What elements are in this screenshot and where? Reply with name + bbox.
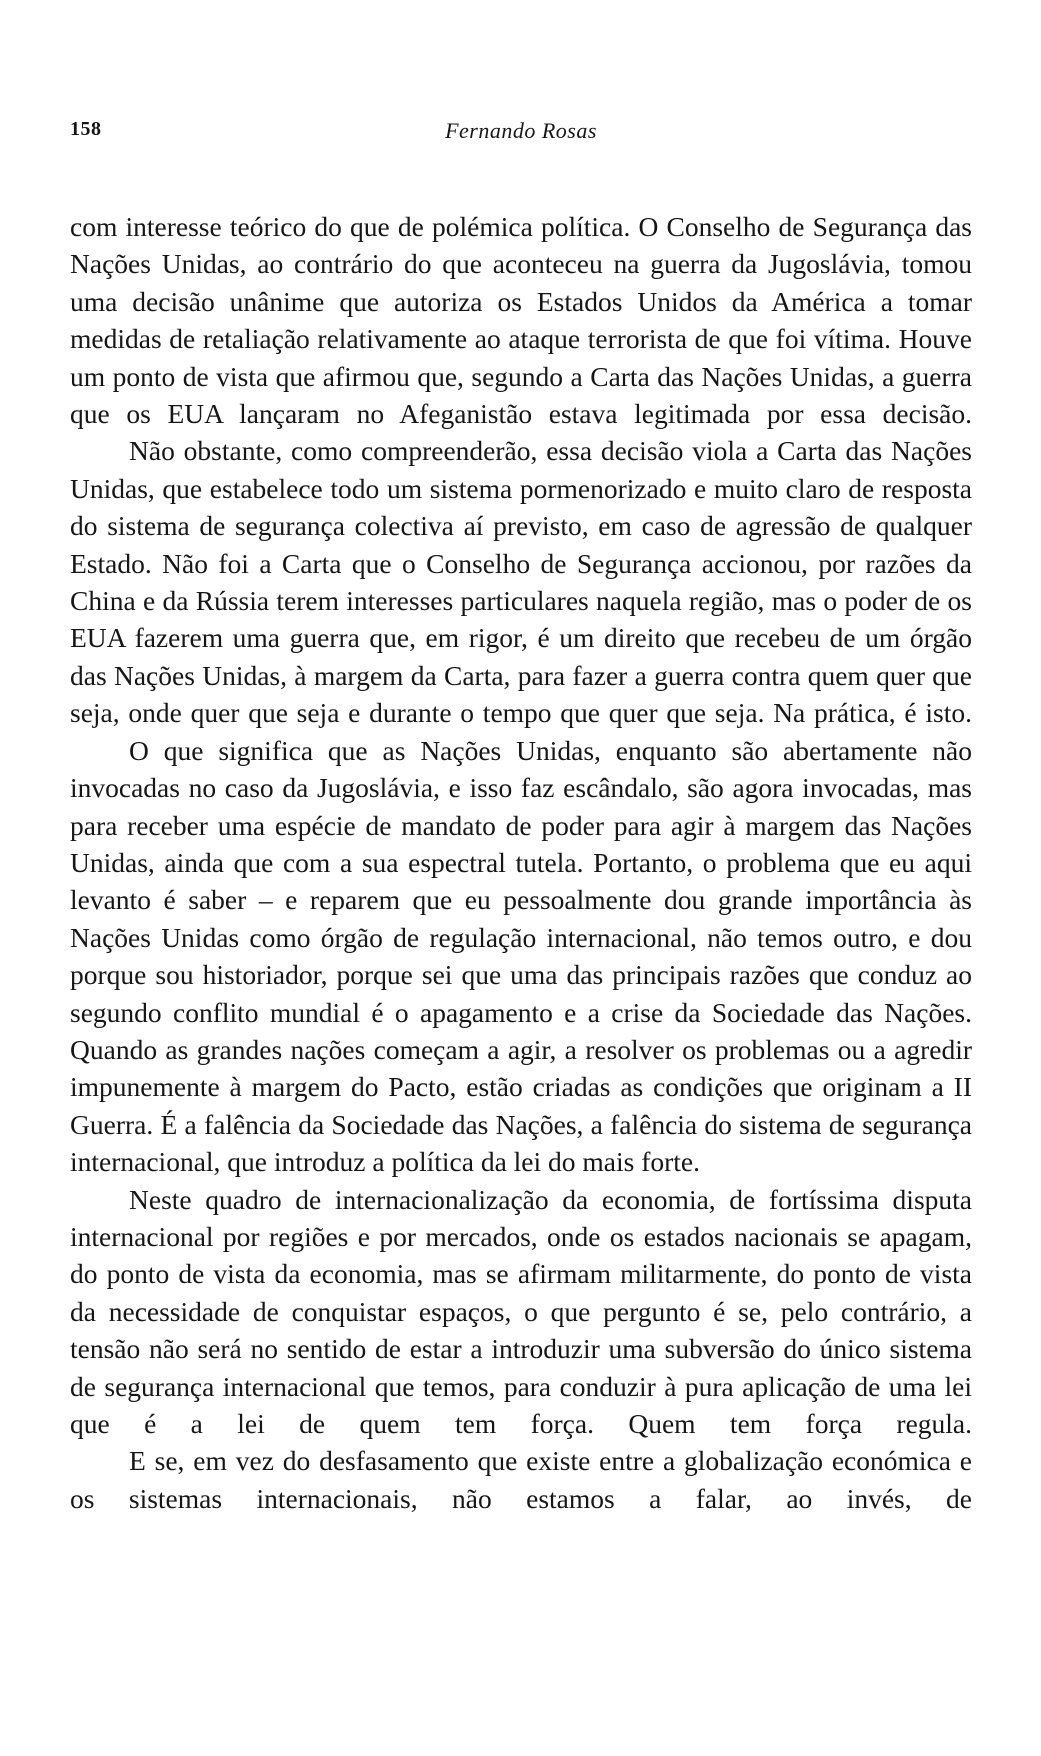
header-author: Fernando Rosas <box>445 118 597 143</box>
paragraph-3: O que significa que as Nações Unidas, enquanto são abertamente não invocadas no caso da Jugoslávia, e isso faz escândalo, são agora invocadas, mas para receber uma espécie de mandato de poder para agir à margem das Nações Unidas, ainda que com a sua espectral tutela. Portanto, o problema que eu aqui levanto é saber – e reparem que eu pessoalmente dou grande importância às Nações Unidas como órgão de regulação internacional, não temos outro, e dou porque sou historiador, porque sei que uma das principais razões que conduz ao segundo conflito mundial é o apagamento e a crise da Sociedade das Nações. Quando as grandes nações começam a agir, a resolver os problemas ou a agredir impunemente à margem do Pacto, estão criadas as condições que originam a II Guerra. É a falência da Sociedade das Nações, a falência do sistema de segurança internacional, que introduz a política da lei do mais forte. <box>70 734 972 1178</box>
paragraph-5: E se, em vez do desfasamento que existe entre a globalização económica e os sistemas internacionais, não estamos a falar, ao invés, de <box>70 1445 972 1514</box>
paragraph-2: Não obstante, como compreenderão, essa decisão viola a Carta das Nações Unidas, que estabelece todo um sistema pormenorizado e muito claro de resposta do sistema de segurança colectiva aí previsto, em caso de agressão de qualquer Estado. Não foi a Carta que o Conselho de Segurança accionou, por razões da China e da Rússia terem interesses particulares naquela região, mas o poder de os EUA fazerem uma guerra que, em rigor, é um direito que recebeu de um órgão das Nações Unidas, à margem da Carta, para fazer a guerra contra quem quer que seja, onde quer que seja e durante o tempo que quer que seja. Na prática, é isto. <box>70 435 972 729</box>
paragraph-1: com interesse teórico do que de polémica política. O Conselho de Segurança das Nações Unidas, ao contrário do que aconteceu na guerra da Jugoslávia, tomou uma decisão unânime que autoriza os Estados Unidos da América a tomar medidas de retaliação relativamente ao ataque terrorista de que foi vítima. Houve um ponto de vista que afirmou que, segundo a Carta das Nações Unidas, a guerra que os EUA lançaram no Afeganistão estava legitimada por essa decisão. <box>70 211 972 430</box>
body-text <box>70 208 972 1517</box>
running-head <box>70 118 972 148</box>
paragraph-4: Neste quadro de internacionalização da economia, de fortíssima disputa internacional por regiões e por mercados, onde os estados nacionais se apagam, do ponto de vista da economia, mas se afirmam militarmente, do ponto de vista da necessidade de conquistar espaços, o que pergunto é se, pelo contrário, a tensão não será no sentido de estar a introduzir uma subversão do único sistema de segurança internacional que temos, para conduzir à pura aplicação de uma lei que é a lei de quem tem força. Quem tem força regula. <box>70 1183 972 1439</box>
page-number: 158 <box>70 118 102 140</box>
